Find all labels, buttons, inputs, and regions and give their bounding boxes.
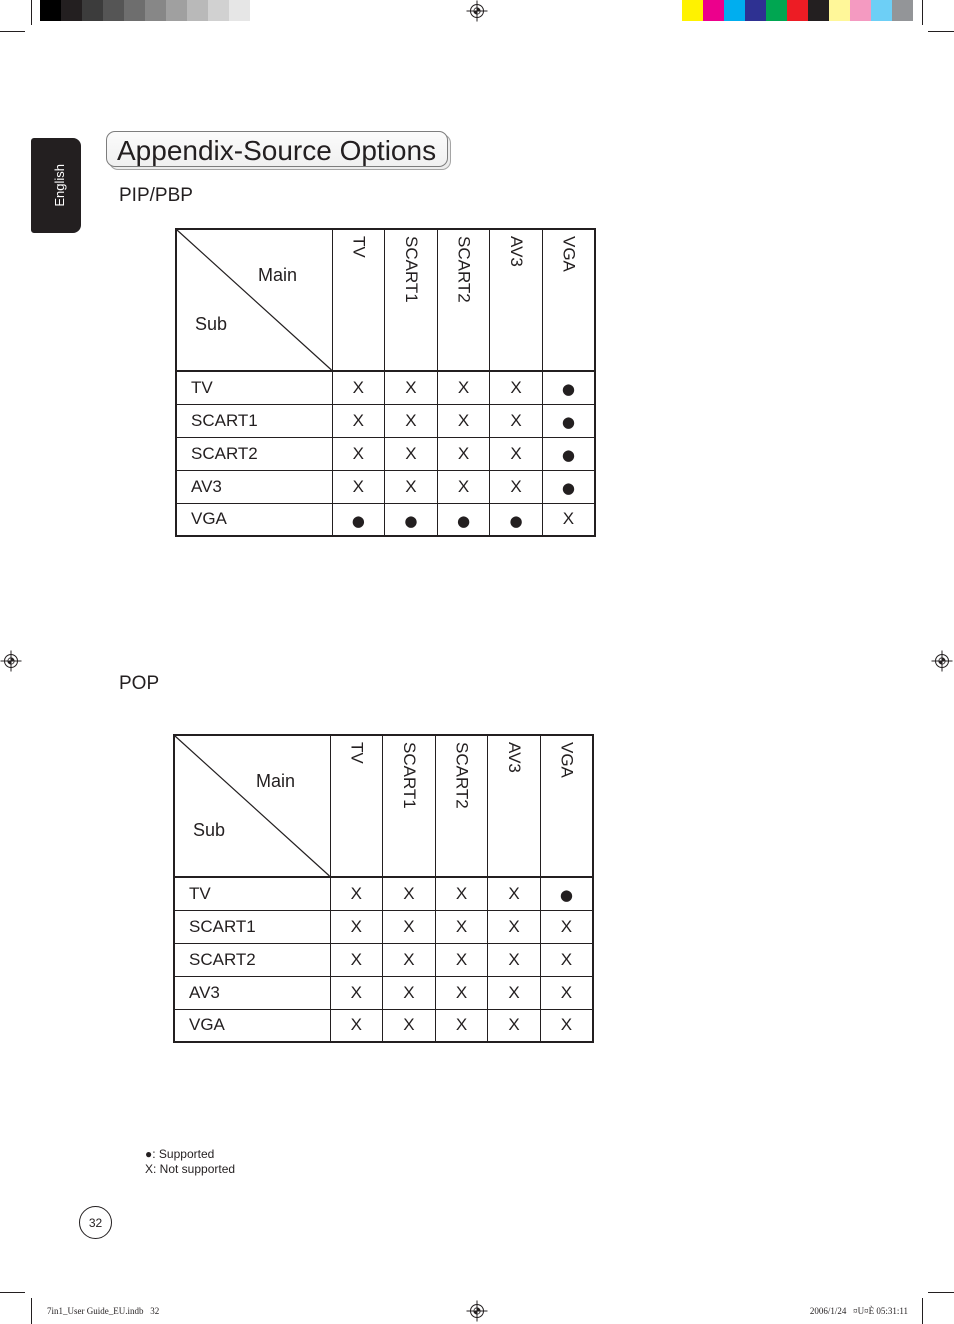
support-cell: X xyxy=(490,437,543,470)
color-swatch xyxy=(871,0,892,21)
row-label: AV3 xyxy=(174,976,330,1009)
color-swatch xyxy=(745,0,766,21)
title-box xyxy=(106,131,448,167)
legend-not-supported: X: Not supported xyxy=(145,1162,236,1176)
pop-heading: POP xyxy=(119,673,160,694)
table-row xyxy=(174,1009,593,1042)
support-cell: X xyxy=(332,371,385,404)
process-color-bar xyxy=(682,0,913,21)
grayscale-color-bar xyxy=(40,0,271,21)
source-matrix xyxy=(175,228,596,537)
pop-table xyxy=(173,734,594,1043)
color-swatch xyxy=(229,0,250,21)
support-cell: X xyxy=(437,371,490,404)
row-label: SCART1 xyxy=(176,404,332,437)
corner-cell-inner xyxy=(175,736,330,876)
table-row xyxy=(176,371,595,404)
support-cell: ● xyxy=(332,503,385,536)
support-cell: X xyxy=(488,877,541,910)
pip-pbp-heading: PIP/PBP xyxy=(119,185,193,206)
support-cell: X xyxy=(437,404,490,437)
support-cell: X xyxy=(385,470,438,503)
support-cell: X xyxy=(435,910,488,943)
column-header xyxy=(330,735,383,877)
corner-main-label: Main xyxy=(258,265,298,285)
support-cell: ● xyxy=(542,437,595,470)
row-label: SCART2 xyxy=(174,943,330,976)
registration-mark-icon xyxy=(466,0,488,22)
column-header-label: TV xyxy=(347,742,367,764)
color-swatch xyxy=(787,0,808,21)
registration-mark-icon xyxy=(931,650,953,672)
support-cell: ● xyxy=(385,503,438,536)
header-row xyxy=(176,229,595,371)
support-cell: X xyxy=(435,943,488,976)
corner-cell xyxy=(176,229,332,371)
row-label: VGA xyxy=(176,503,332,536)
row-label: VGA xyxy=(174,1009,330,1042)
support-cell: X xyxy=(435,877,488,910)
color-swatch xyxy=(682,0,703,21)
column-header-label: SCART2 xyxy=(454,236,474,303)
support-cell: X xyxy=(435,1009,488,1042)
support-cell: X xyxy=(383,976,436,1009)
page-number-label: 32 xyxy=(88,1215,103,1230)
column-header-label: SCART1 xyxy=(401,236,421,303)
row-label: SCART2 xyxy=(176,437,332,470)
color-swatch xyxy=(166,0,187,21)
color-swatch xyxy=(724,0,745,21)
support-cell: X xyxy=(385,371,438,404)
support-cell: X xyxy=(488,943,541,976)
support-cell: X xyxy=(383,1009,436,1042)
support-cell: X xyxy=(488,910,541,943)
support-cell: X xyxy=(540,1009,593,1042)
support-cell: X xyxy=(435,976,488,1009)
support-cell: X xyxy=(330,1009,383,1042)
color-swatch xyxy=(103,0,124,21)
support-cell: ● xyxy=(540,877,593,910)
support-cell: X xyxy=(383,943,436,976)
support-cell: X xyxy=(490,470,543,503)
footer-file-name: 7in1_User Guide_EU.indb 32 xyxy=(47,1306,160,1316)
corner-cell xyxy=(174,735,330,877)
column-header xyxy=(332,229,385,371)
column-header-label: AV3 xyxy=(507,236,527,267)
legend xyxy=(145,1147,235,1177)
support-cell: X xyxy=(490,371,543,404)
color-swatch xyxy=(850,0,871,21)
column-header-label: TV xyxy=(349,236,369,258)
column-header-label: AV3 xyxy=(505,742,525,773)
support-cell: X xyxy=(383,877,436,910)
support-cell: X xyxy=(490,404,543,437)
column-header xyxy=(435,735,488,877)
corner-main-label: Main xyxy=(256,771,296,791)
column-header xyxy=(437,229,490,371)
support-cell: X xyxy=(437,470,490,503)
corner-cell-inner xyxy=(177,230,332,370)
color-swatch xyxy=(766,0,787,21)
corner-diagonal-line xyxy=(175,736,330,876)
table-row xyxy=(174,943,593,976)
color-swatch xyxy=(829,0,850,21)
support-cell: X xyxy=(540,943,593,976)
column-header xyxy=(542,229,595,371)
registration-mark-icon xyxy=(466,1300,488,1322)
page-title: Appendix-Source Options xyxy=(117,135,437,166)
column-header xyxy=(490,229,543,371)
color-swatch xyxy=(250,0,271,21)
corner-sub-label: Sub xyxy=(195,314,228,334)
table-row xyxy=(176,404,595,437)
table-row xyxy=(174,976,593,1009)
support-cell: X xyxy=(540,976,593,1009)
column-header-label: SCART1 xyxy=(399,742,419,809)
column-header xyxy=(385,229,438,371)
language-tab xyxy=(31,138,81,233)
corner-diagonal-line xyxy=(177,230,332,370)
support-cell: X xyxy=(330,943,383,976)
column-header xyxy=(540,735,593,877)
support-cell: X xyxy=(330,976,383,1009)
support-cell: X xyxy=(330,877,383,910)
column-header-label: SCART2 xyxy=(452,742,472,809)
row-label: AV3 xyxy=(176,470,332,503)
column-header-label: VGA xyxy=(557,742,577,778)
color-swatch xyxy=(61,0,82,21)
color-swatch xyxy=(808,0,829,21)
legend-supported: ●: Supported xyxy=(145,1147,215,1161)
support-cell: X xyxy=(488,1009,541,1042)
color-swatch xyxy=(208,0,229,21)
support-cell: X xyxy=(330,910,383,943)
support-cell: X xyxy=(332,437,385,470)
row-label: SCART1 xyxy=(174,910,330,943)
support-cell: X xyxy=(385,437,438,470)
table-row xyxy=(176,503,595,536)
support-cell: X xyxy=(540,910,593,943)
corner-sub-label: Sub xyxy=(193,820,226,840)
page-number xyxy=(79,1206,112,1239)
column-header xyxy=(383,735,436,877)
support-cell: ● xyxy=(437,503,490,536)
support-cell: ● xyxy=(542,404,595,437)
column-header-label: VGA xyxy=(559,236,579,272)
color-swatch xyxy=(187,0,208,21)
table-row xyxy=(174,910,593,943)
support-cell: ● xyxy=(542,371,595,404)
footer-timestamp: 2006/1/24 ¤U¤È 05:31:11 xyxy=(809,1306,908,1316)
support-cell: ● xyxy=(490,503,543,536)
registration-mark-icon xyxy=(0,650,22,672)
support-cell: X xyxy=(437,437,490,470)
header-row xyxy=(174,735,593,877)
support-cell: X xyxy=(332,404,385,437)
column-header xyxy=(488,735,541,877)
support-cell: ● xyxy=(542,470,595,503)
color-swatch xyxy=(703,0,724,21)
support-cell: X xyxy=(383,910,436,943)
table-row xyxy=(174,877,593,910)
support-cell: X xyxy=(488,976,541,1009)
color-swatch xyxy=(145,0,166,21)
pip-pbp-table xyxy=(175,228,596,537)
row-label: TV xyxy=(174,877,330,910)
color-swatch xyxy=(82,0,103,21)
language-tab-label: English xyxy=(51,164,67,207)
source-matrix xyxy=(173,734,594,1043)
color-swatch xyxy=(124,0,145,21)
table-row xyxy=(176,437,595,470)
support-cell: X xyxy=(385,404,438,437)
support-cell: X xyxy=(332,470,385,503)
row-label: TV xyxy=(176,371,332,404)
table-row xyxy=(176,470,595,503)
color-swatch xyxy=(40,0,61,21)
color-swatch xyxy=(892,0,913,21)
support-cell: X xyxy=(542,503,595,536)
